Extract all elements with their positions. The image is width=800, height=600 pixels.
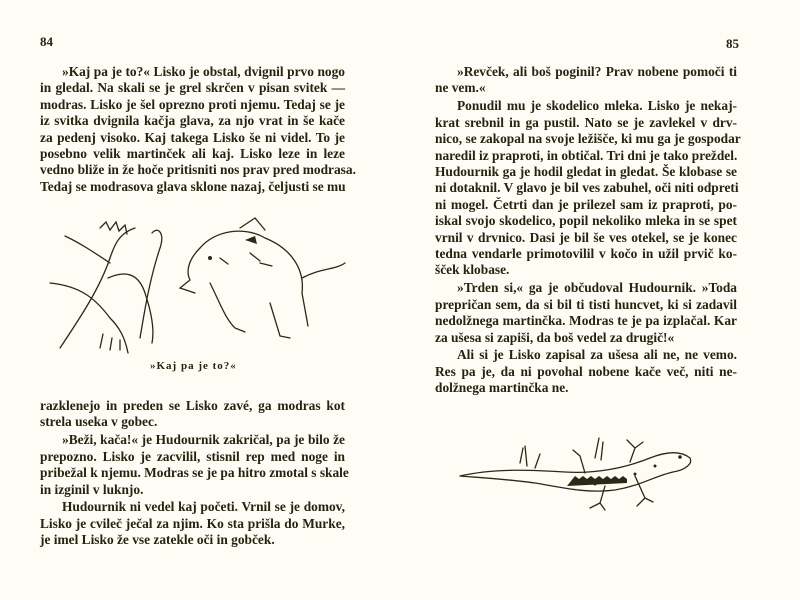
paragraph — [435, 347, 737, 396]
text-line: Res pa je, da ni povohal nobene kače več, niti ne- — [435, 363, 737, 379]
page-number-right: 85 — [726, 36, 739, 51]
text-line: »Trden si,« ga je občudoval Hudournik. »Toda — [457, 280, 737, 296]
paragraph — [40, 398, 345, 431]
text-line: tedna vendarle primotovilil v kočo in užil prvič ko- — [435, 245, 737, 261]
text-line: »Revček, ali boš poginil? Prav nobene pomoči ti — [457, 64, 737, 79]
dog-and-snake-illustration — [40, 208, 350, 358]
text-line: prepozno. Lisko je zacvilil, stisnil rep med noge in — [40, 448, 345, 464]
text-line: in izginil v luknjo. — [40, 481, 144, 497]
paragraph — [435, 98, 741, 278]
right-page-text — [435, 64, 741, 398]
paragraph — [40, 499, 345, 548]
text-line: naredil iz praproti, in obtičal. Tri dni je tako preždel. — [435, 147, 738, 163]
text-line: Hudournik ga je hodil gledat in gledat. Še klobase se — [435, 163, 737, 179]
text-line: iz svitka dvignila kačja glava, za njo vrat in še kače — [40, 113, 345, 129]
lizard-illustration — [455, 428, 705, 518]
left-page-bottom-text — [40, 398, 349, 550]
text-line: prepričan sem, da si bil ti tisti huncvet, ki si zadavil — [435, 296, 737, 312]
paragraph — [435, 280, 737, 346]
left-page-top-text — [40, 64, 356, 197]
text-line: Hudournik ni vedel kaj početi. Vrnil se je domov, — [62, 499, 345, 515]
text-line: je imel Lisko že vse zatekle oči in gobček. — [40, 532, 275, 548]
text-line: nedolžnega martinčka. Modras te je pa izplačal. Kar — [435, 313, 737, 329]
page-number-left: 84 — [40, 34, 53, 49]
text-line: šček klobase. — [435, 262, 510, 278]
text-line: in gledal. Na skali se je grel skrčen v pisan svitek — — [40, 80, 345, 96]
text-line: vrnil v drvnico. Dasi je bil še ves otekel, se je konec — [435, 229, 737, 245]
illustration-caption: »Kaj pa je to?« — [150, 360, 237, 372]
text-line: posebno velik martinček ali kaj. Lisko leze in leze — [40, 146, 345, 162]
paragraph — [435, 64, 737, 97]
text-line: za pedenj visoko. Kaj takega Lisko še ni videl. To je — [40, 129, 345, 145]
text-line: vedno bliže in že hoče pritisniti nos prav pred modrasa. — [40, 162, 356, 178]
text-line: za ušesa si zapiši, da boš vedel za drugič!« — [435, 329, 675, 345]
text-line: iskal svojo skodelico, popil nekoliko mleka in se spet — [435, 213, 737, 229]
text-line: razklenejo in preden se Lisko zavé, ga modras kot — [40, 398, 345, 413]
text-line: »Kaj pa je to?« Lisko je obstal, dvignil prvo nogo — [62, 64, 345, 79]
text-line: ni dotaknil. V glavo je bil ves zabuhel, oči niti odpreti — [435, 180, 739, 196]
text-line: Tedaj se modrasova glava sklone nazaj, čeljusti se mu — [40, 178, 346, 194]
text-line: modras. Lisko je šel oprezno proti njemu. Tedaj se je — [40, 96, 345, 112]
text-line: »Beži, kača!« je Hudournik zakričal, pa je bilo že — [62, 432, 345, 448]
paragraph — [40, 432, 349, 498]
text-line: Ali si je Lisko zapisal za ušesa ali ne, ne vemo. — [457, 347, 737, 363]
text-line: ni mogel. Četrti dan je prilezel sam iz praproti, po- — [435, 196, 737, 212]
text-line: krat srebnil in ga pustil. Nato se je zavlekel v drv- — [435, 114, 737, 130]
text-line: pribežal k njemu. Modras se je pa hitro zmotal s skale — [40, 465, 349, 481]
text-line: Ponudil mu je skodelico mleka. Lisko je nekaj- — [457, 98, 737, 114]
text-line: Lisko je cvileč ječal za njim. Ko sta prišla do Murke, — [40, 515, 345, 531]
text-line: strela useka v gobec. — [40, 414, 158, 430]
text-line: nico, se zakopal na svoje ležišče, ki mu ga je gospodar — [435, 131, 741, 147]
paragraph — [40, 64, 356, 195]
text-line: ne vem.« — [435, 80, 486, 96]
text-line: dolžnega martinčka ne. — [435, 380, 569, 396]
